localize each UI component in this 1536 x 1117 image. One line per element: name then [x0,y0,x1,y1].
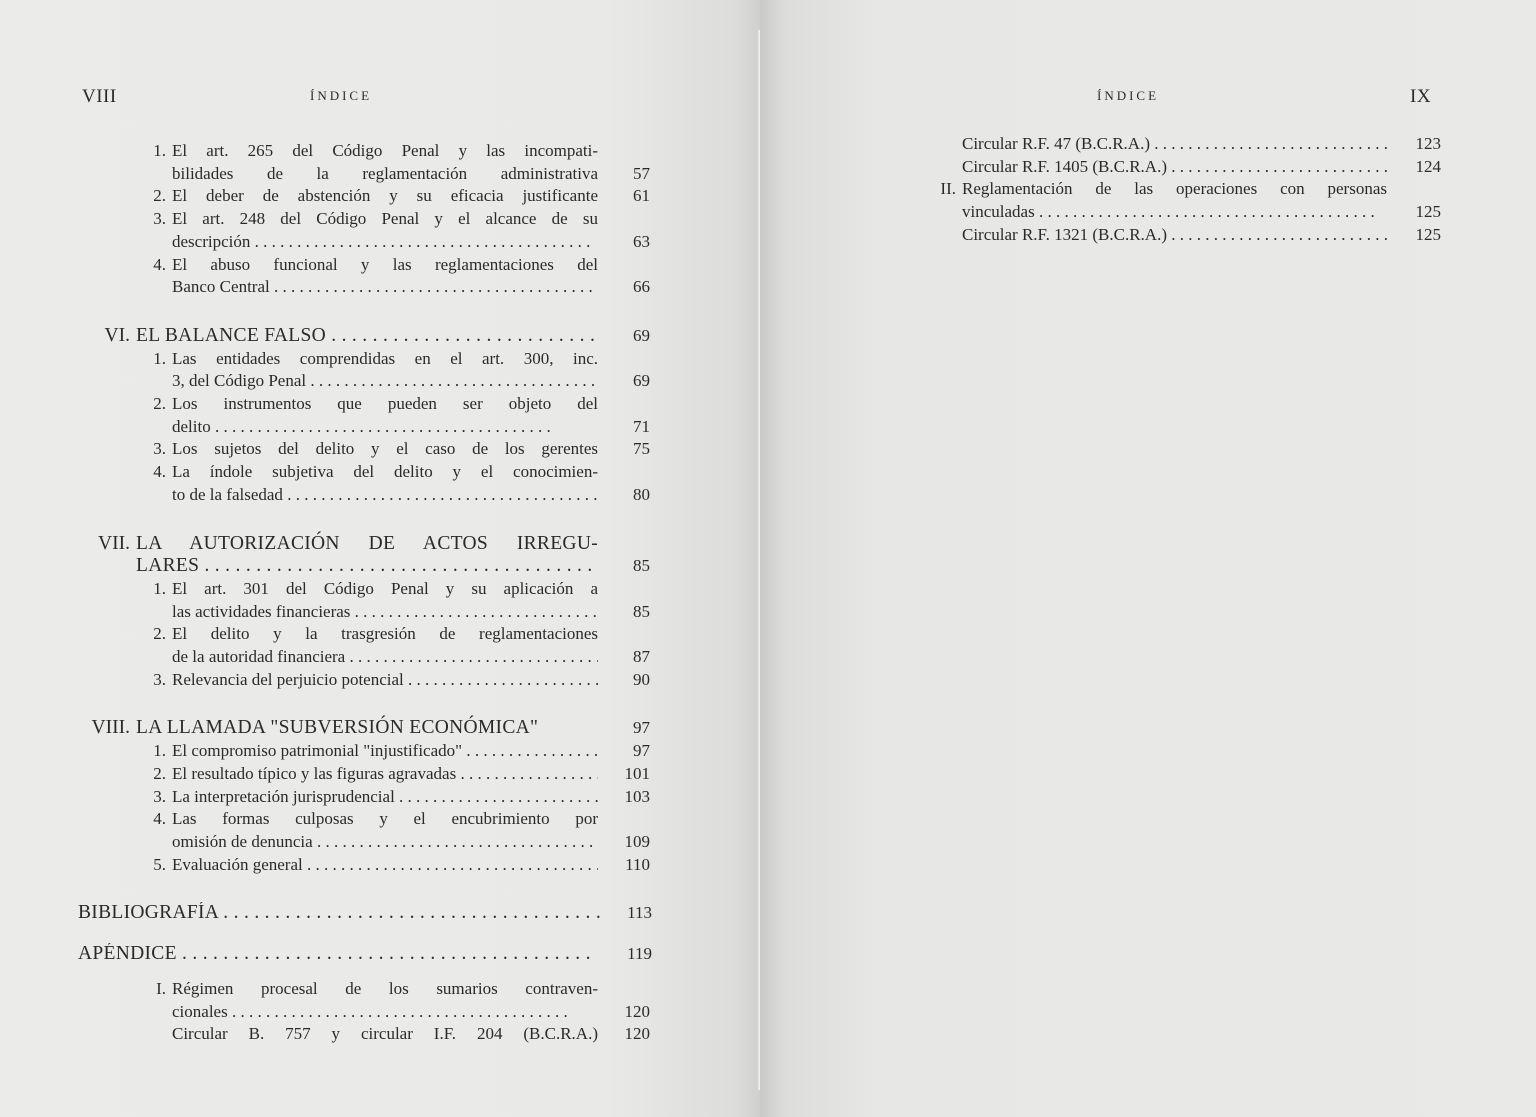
page-number: 120 [624,1024,650,1044]
toc-entry: 4. La índole subjetiva del delito y el conocimien- to de la falsedad . . . 80 [70,461,650,506]
toc-entry: 3. La interpretación jurisprudencial . . . 103 [70,786,650,809]
chapter-v-continued [70,140,650,299]
toc-entry: Circular R.F. 1405 (B.C.R.A.) . . . 124 [920,156,1440,179]
toc-entry: 1. El art. 301 del Código Penal y su aplicación a las actividades financieras . . . 85 [70,578,650,623]
appendix-entry: APÉNDICE . . . 119 [70,943,650,966]
page-number: 71 [633,416,650,436]
toc-entry: 4. El abuso funcional y las reglamentaciones del Banco Central . . . 66 [70,254,650,299]
chapter-heading: VI. EL BALANCE FALSO . . . 69 [70,325,650,348]
toc-entry: 2. Los instrumentos que pueden ser objeto del delito . . . 71 [70,393,650,438]
table-of-contents-continued [920,133,1440,247]
table-of-contents [70,140,650,1046]
page-number: 97 [633,718,650,738]
page-number: 69 [633,325,650,345]
chapter-viii [70,717,650,876]
page-number: 69 [633,371,650,391]
page-number: 63 [633,231,650,251]
toc-entry: I. Régimen procesal de los sumarios contraven- cionales . . . 120 [70,978,650,1023]
toc-entry: 2. El delito y la trasgresión de reglamentaciones de la autoridad financiera . . . 87 [70,623,650,668]
page-number: 80 [633,484,650,504]
toc-entry: 2. El deber de abstención y su eficacia justificante 61 [70,185,650,208]
page-number: 90 [633,669,650,689]
page-number: 103 [624,786,650,806]
page-number: 120 [624,1001,650,1021]
chapter-vii [70,533,650,692]
toc-entry: 4. Las formas culposas y el encubrimiento por omisión de denuncia . . . 109 [70,808,650,853]
page-number: 113 [627,903,652,923]
toc-entry: 3. Los sujetos del delito y el caso de los gerentes 75 [70,438,650,461]
page-number: 97 [633,741,650,761]
chapter-heading: VII. LA AUTORIZACIÓN DE ACTOS IRREGU- LARES . . . 85 [70,533,650,578]
page-number: 109 [624,831,650,851]
page-number: 101 [624,763,650,783]
chapter-heading: VIII. LA LLAMADA "SUBVERSIÓN ECONÓMICA" 97 [91,717,650,739]
toc-entry: II. Reglamentación de las operaciones con personas vinculadas . . . 125 [920,178,1440,223]
page-folio: IX [1410,86,1432,107]
left-page [0,0,760,1117]
toc-entry: 2. El resultado típico y las figuras agravadas . . . 101 [70,763,650,786]
page-number: 124 [1415,156,1441,176]
toc-entry: 1. Las entidades comprendidas en el art. 300, inc. 3, del Código Penal . . . 69 [70,348,650,393]
toc-entry: 3. Relevancia del perjuicio potencial . . . 90 [70,669,650,692]
page-folio: VIII [82,86,117,107]
toc-entry: 1. El art. 265 del Código Penal y las incompati- bilidades de la reglamentación administrativa 57 [70,140,650,185]
chapter-vi [70,325,650,507]
page-number: 57 [633,163,650,183]
page-number: 87 [633,647,650,667]
toc-entry: 1. El compromiso patrimonial "injustificado" . . . 97 [70,740,650,763]
page-number: 119 [627,944,652,964]
page-number: 66 [633,277,650,297]
toc-entry: 3. El art. 248 del Código Penal y el alcance de su descripción . . . 63 [70,208,650,253]
toc-entry: Circular R.F. 47 (B.C.R.A.) . . . 123 [920,133,1440,156]
bibliography-entry: BIBLIOGRAFÍA . . . 113 [70,902,650,925]
page-number: 110 [625,854,650,874]
page-number: 75 [633,439,650,459]
page-number: 125 [1415,202,1441,222]
page-number: 125 [1415,224,1441,244]
page-number: 123 [1415,134,1441,153]
page-number: 85 [633,556,650,576]
page-number: 61 [633,186,650,206]
toc-entry: Circular R.F. 1321 (B.C.R.A.) . . . 125 [920,224,1440,247]
toc-entry: 5. Evaluación general . . . 110 [70,854,650,877]
running-head: ÍNDICE [1097,88,1160,103]
running-head: ÍNDICE [310,88,373,103]
page-number: 85 [633,601,650,621]
toc-entry: Circular B. 757 y circular I.F. 204 (B.C.R.A.) 120 [70,1023,650,1046]
